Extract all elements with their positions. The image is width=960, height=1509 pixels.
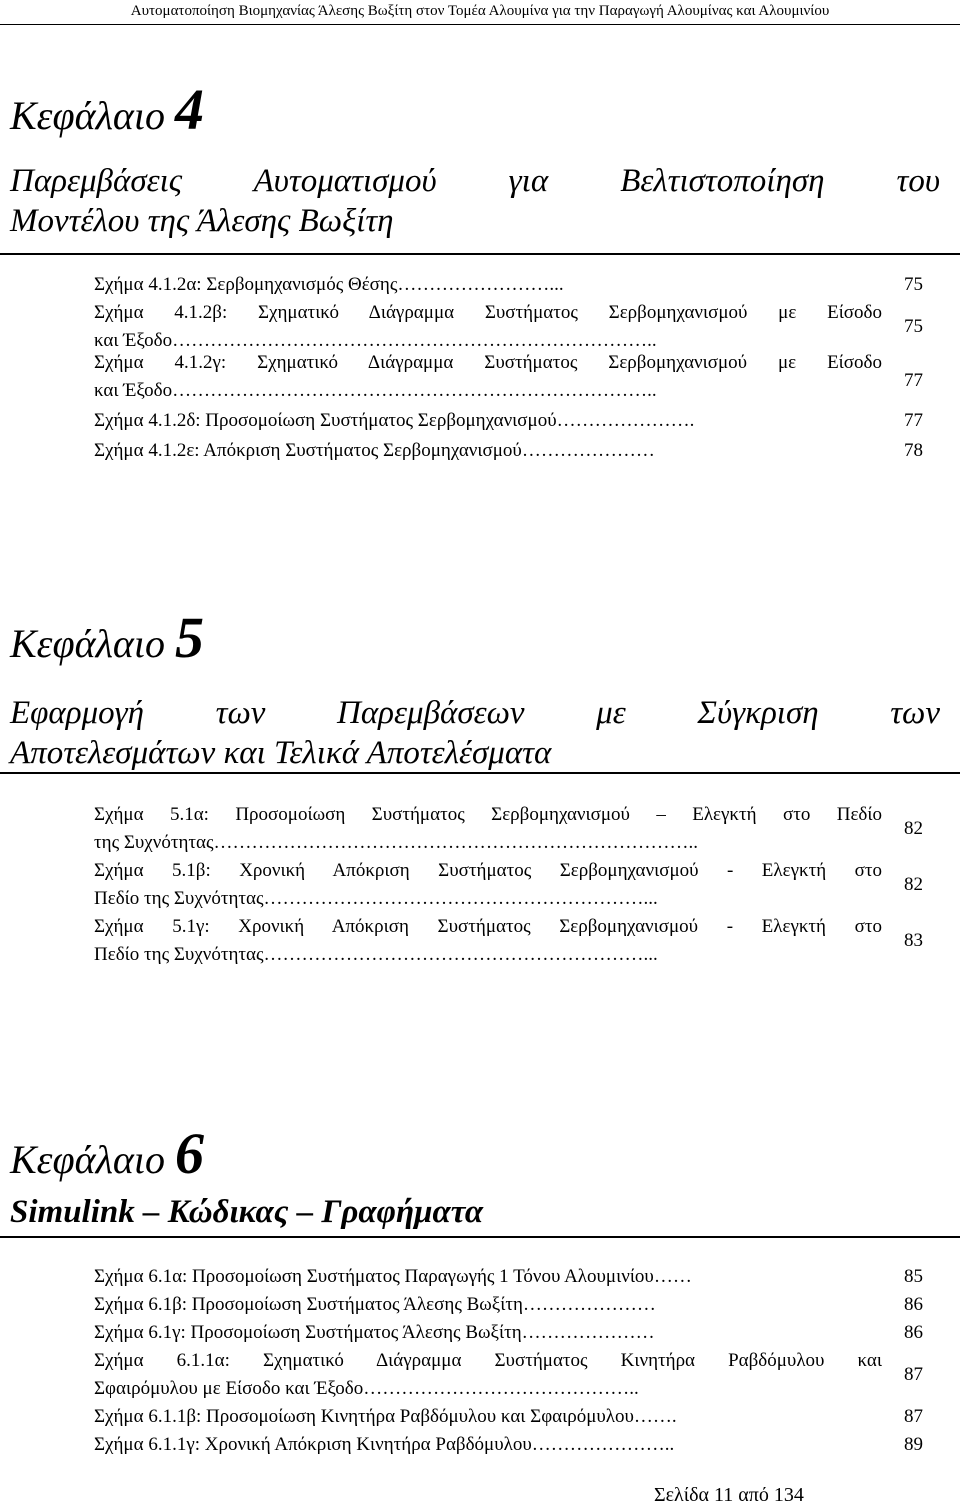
toc-entry[interactable] [94, 349, 882, 405]
toc-entry-text-cont: και Έξοδο………………………………………………………………….. [94, 380, 657, 401]
toc-entry-text: Σχήμα 4.1.2γ: Σχηματικό Διάγραμμα Συστήματος Σερβομηχανισμού με Είσοδο [94, 352, 882, 373]
toc-page-number: 77 [904, 370, 923, 391]
chapter-number: 4 [175, 77, 204, 142]
toc-entry[interactable] [94, 1347, 882, 1403]
chapter-5-title-line-2: Αποτελεσμάτων και Τελικά Αποτελέσματα [10, 735, 552, 771]
toc-page-number: 75 [904, 274, 923, 295]
toc-entry[interactable] [94, 437, 882, 465]
chapter-number: 5 [175, 605, 204, 670]
toc-entry-text: Σχήμα 5.1γ: Χρονική Απόκριση Συστήματος Σερβομηχανισμού - Ελεγκτή στο [94, 916, 882, 937]
toc-page-number: 83 [904, 930, 923, 951]
toc-entry-text: Σχήμα 5.1α: Προσομοίωση Συστήματος Σερβομηχανισμού – Ελεγκτή στο Πεδίο [94, 804, 882, 825]
chapter-5-heading [10, 605, 204, 670]
toc-entry[interactable] [94, 801, 882, 857]
chapter-4-title-line-1: Παρεμβάσεις Αυτοματισμού για Βελτιστοποίηση του [10, 163, 940, 199]
toc-entry-text: Σχήμα 4.1.2α: Σερβομηχανισμός Θέσης……………………... [94, 274, 564, 295]
toc-entry[interactable] [94, 407, 882, 435]
toc-entry[interactable] [94, 913, 882, 969]
toc-entry[interactable] [94, 1431, 882, 1459]
toc-page-number: 87 [904, 1364, 923, 1385]
toc-entry-text: Σχήμα 4.1.2β: Σχηματικό Διάγραμμα Συστήματος Σερβομηχανισμού με Είσοδο [94, 302, 882, 323]
chapter-6-heading [10, 1121, 204, 1186]
toc-entry[interactable] [94, 1319, 882, 1347]
toc-page-number: 86 [904, 1294, 923, 1315]
toc-entry-text-cont: της Συχνότητας………………………………………………………………….. [94, 832, 699, 853]
chapter-prefix: Κεφάλαιο [10, 621, 165, 666]
toc-entry-text: Σχήμα 6.1.1β: Προσομοίωση Κινητήρα Ραβδόμυλου και Σφαιρόμυλου……. [94, 1406, 677, 1427]
toc-entry-text: Σχήμα 6.1γ: Προσομοίωση Συστήματος Άλεσης Βωξίτη………………… [94, 1322, 655, 1343]
chapter-5-title-line-1: Εφαρμογή των Παρεμβάσεων με Σύγκριση των [10, 695, 940, 731]
toc-page-number: 89 [904, 1434, 923, 1455]
toc-entry-text: Σχήμα 4.1.2δ: Προσομοίωση Συστήματος Σερβομηχανισμού…………………. [94, 410, 695, 431]
chapter-number: 6 [175, 1121, 204, 1186]
toc-entry-text: Σχήμα 6.1β: Προσομοίωση Συστήματος Άλεσης Βωξίτη………………… [94, 1294, 656, 1315]
page-footer: Σελίδα 11 από 134 [654, 1484, 804, 1506]
chapter-prefix: Κεφάλαιο [10, 1137, 165, 1182]
toc-entry[interactable] [94, 857, 882, 913]
toc-entry[interactable] [94, 1263, 882, 1291]
chapter-prefix: Κεφάλαιο [10, 93, 165, 138]
toc-entry-text: Σχήμα 6.1.1α: Σχηματικό Διάγραμμα Συστήματος Κινητήρα Ραβδόμυλου και [94, 1350, 882, 1371]
chapter-4-title-line-2: Μοντέλου της Άλεσης Βωξίτη [10, 203, 394, 239]
toc-entry[interactable] [94, 1403, 882, 1431]
toc-entry-text: Σχήμα 5.1β: Χρονική Απόκριση Συστήματος Σερβομηχανισμού - Ελεγκτή στο [94, 860, 882, 881]
toc-page-number: 78 [904, 440, 923, 461]
toc-entry[interactable] [94, 1291, 882, 1319]
toc-entry-text-cont: Πεδίο της Συχνότητας……………………………………………………... [94, 888, 658, 909]
toc-page-number: 82 [904, 874, 923, 895]
toc-page-number: 85 [904, 1266, 923, 1287]
running-header: Αυτοματοποίηση Βιομηχανίας Άλεσης Βωξίτη στον Τομέα Αλουμίνα για την Παραγωγή Αλουμίνας και Αλουμινίου [0, 0, 960, 25]
chapter-6-title: Simulink – Κώδικας – Γραφήματα [10, 1194, 484, 1230]
toc-entry-text: Σχήμα 6.1.1γ: Χρονική Απόκριση Κινητήρα Ραβδόμυλου………………….. [94, 1434, 675, 1455]
toc-entry[interactable] [94, 299, 882, 355]
toc-page-number: 86 [904, 1322, 923, 1343]
toc-page-number: 75 [904, 316, 923, 337]
toc-entry[interactable] [94, 271, 882, 299]
toc-entry-text: Σχήμα 6.1α: Προσομοίωση Συστήματος Παραγωγής 1 Τόνου Αλουμινίου…… [94, 1266, 692, 1287]
chapter-6-rule [0, 1236, 960, 1238]
toc-entry-text-cont: Πεδίο της Συχνότητας……………………………………………………... [94, 944, 658, 965]
toc-page-number: 82 [904, 818, 923, 839]
toc-page-number: 77 [904, 410, 923, 431]
chapter-4-heading [10, 77, 204, 142]
toc-entry-text-cont: και Έξοδο………………………………………………………………….. [94, 330, 657, 351]
toc-entry-text-cont: Σφαιρόμυλου με Είσοδο και Έξοδο…………………………………….. [94, 1378, 639, 1399]
toc-entry-text: Σχήμα 4.1.2ε: Απόκριση Συστήματος Σερβομηχανισμού………………… [94, 440, 655, 461]
chapter-5-rule [0, 772, 960, 774]
chapter-4-rule [0, 253, 960, 255]
toc-page-number: 87 [904, 1406, 923, 1427]
